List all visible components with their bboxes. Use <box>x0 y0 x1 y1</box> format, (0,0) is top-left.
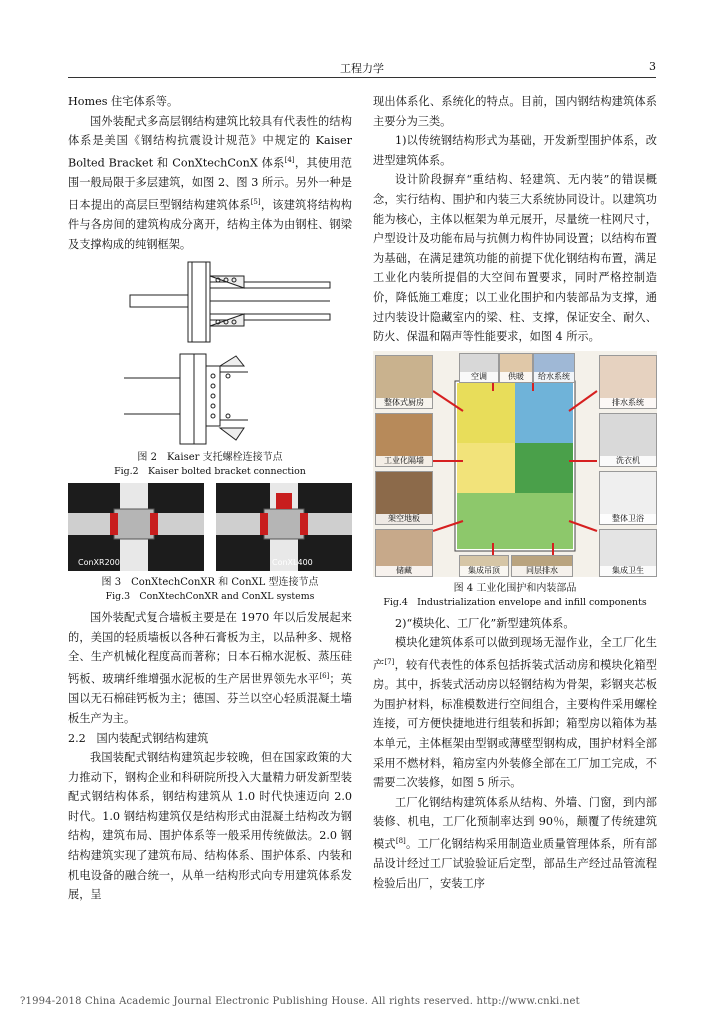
figure-2-caption-cn: 图 2 Kaiser 支托螺栓连接节点 <box>137 452 283 464</box>
section-number: 2.2 <box>68 731 86 745</box>
paragraph: 国外装配式多高层钢结构建筑比较具有代表性的结构体系是美国《钢结构抗震设计规范》中规定的 Kaiser Bolted Bracket 和 ConXtechConX 体系[4]，其使用范围一般局限于多层建筑，如图 2、图 3 所示。另外一种是日本提出的高层巨型钢结构建筑体系[5]，该建筑将结构构件与各房间的建筑构成分离开，结构主体为由钢柱、钢梁及支撑构成的纯钢框架。 <box>68 114 352 251</box>
conxr-render <box>68 483 204 571</box>
tile-raised-floor: 架空地板 <box>375 471 433 525</box>
right-column <box>373 92 657 894</box>
figure-2-caption-en: Fig.2 Kaiser bolted bracket connection <box>114 466 306 478</box>
paragraph: 现出体系化、系统化的特点。目前，国内钢结构建筑体系主要分为三类。 <box>373 95 657 128</box>
tile-heating: 供暖 <box>499 353 533 383</box>
page-number: 3 <box>649 60 656 73</box>
figure-3-caption-cn: 图 3 ConXtechConXR 和 ConXL 型连接节点 <box>101 577 319 589</box>
conxr-panel <box>68 483 204 571</box>
paragraph: 我国装配式钢结构建筑起步较晚，但在国家政策的大力推动下，钢构企业和科研院所投入大量精力研发新型装配式钢结构体系，钢结构建筑从 1.0 时代快速迈向 2.0 时代。1.0 钢结构建筑仅是结构形式由混凝土结构改为钢结构，建筑布局、围护体系等一般采用传统做法。2.0 钢结构建筑实现了建筑布局、结构体系、围护体系、内装和机电设备的融合统一，从单一结构形式向专用建筑体系发展，呈 <box>68 751 352 902</box>
kaiser-bracket-drawing <box>68 258 352 446</box>
tile-ceiling: 集成吊顶 <box>459 555 509 577</box>
tile-bathroom: 整体卫浴 <box>599 471 657 525</box>
journal-title: 工程力学 <box>340 62 384 75</box>
tile-storage: 储藏 <box>375 529 433 577</box>
conxl-label: ConXL400 <box>272 558 313 568</box>
tile-kitchen: 整体式厨房 <box>375 355 433 409</box>
header-rule <box>68 77 656 78</box>
conxl-panel <box>216 483 352 571</box>
page-header <box>68 58 656 76</box>
section-title: 国内装配式钢结构建筑 <box>96 731 209 745</box>
tile-washer: 洗衣机 <box>599 413 657 467</box>
figure-4-caption-en: Fig.4 Industrialization envelope and infill components <box>383 596 647 608</box>
section-heading <box>68 729 352 749</box>
tile-water-supply: 给水系统 <box>533 353 575 383</box>
tile-drainage: 排水系统 <box>599 355 657 409</box>
citation[interactable]: [6] <box>319 672 330 680</box>
tile-partition: 工业化隔墙 <box>375 413 433 467</box>
citation[interactable]: [5] <box>250 197 261 206</box>
left-column <box>68 92 352 905</box>
citation[interactable]: [4] <box>284 155 295 164</box>
paragraph: Homes 住宅体系等。 <box>68 95 179 108</box>
tile-integrated-sanitary: 集成卫生 <box>599 529 657 577</box>
citation[interactable]: [8] <box>395 836 406 845</box>
figure-4-collage <box>373 351 657 577</box>
paragraph: 国外装配式复合墙板主要是在 1970 年以后发展起来的，美国的轻质墙板以各种石膏板为主，以品种多、规格全、生产机械化程度高而著称；日本石棉水泥板、蒸压硅钙板、玻璃纤维增强水泥板的生产居世界领先水平[6]；英国以无石棉硅钙板为主；德国、芬兰以空心轻质混凝土墙板生产为主。 <box>68 611 352 725</box>
tile-aircon: 空调 <box>459 353 499 383</box>
citation[interactable]: [7] <box>384 657 395 666</box>
figure-2-drawing <box>68 258 352 446</box>
paragraph: 设计阶段摒弃“重结构、轻建筑、无内装”的错误概念，实行结构、围护和内装三大系统协同设计。以建筑功能为核心，主体以框架为单元展开，尽量统一柱网尺寸，户型设计及功能布局与抗侧力构件协同设置；以结构布置为基础，在满足建筑功能的前提下优化钢结构布置，满足工业化内装所提倡的大空间布置要求，同时严格控制造价，降低施工难度；以工业化围护和内装部品为支撑，通过内装设计隐藏室内的梁、柱、支撑，保证安全、耐久、防火、保温和隔声等性能要求，如图 4 所示。 <box>373 173 657 344</box>
figure-4-caption-cn: 图 4 工业化围护和内装部品 <box>453 582 577 594</box>
figure-3-images <box>68 483 352 571</box>
paragraph: 1)以传统钢结构形式为基础，开发新型围护体系，改进型建筑体系。 <box>373 134 657 167</box>
paragraph: 工厂化钢结构建筑体系从结构、外墙、门窗，到内部装修、机电，工厂化预制率达到 90％，颠覆了传统建筑模式[8]。工厂化钢结构采用制造业质量管理体系，所有部品设计经过工厂试验验证后定型，部品生产经过品管流程检验后出厂，安装工序 <box>373 795 657 890</box>
copyright-footer: ?1994-2018 China Academic Journal Electronic Publishing House. All rights reserved. http://www.cnki.net <box>20 996 580 1007</box>
tile-same-floor-drain: 同层排水 <box>511 555 573 577</box>
figure-3-caption-en: Fig.3 ConXtechConXR and ConXL systems <box>105 591 315 603</box>
paragraph: 2)“模块化、工厂化”新型建筑体系。 <box>395 616 575 630</box>
paragraph: 模块化建筑体系可以做到现场无湿作业，全工厂化生产[7]，较有代表性的体系包括拆装式活动房和模块化箱型房。其中，拆装式活动房以轻钢结构为骨架，彩钢夹芯板为围护材料，标准模数进行空间组合，主要构件采用螺栓连接，可方便快捷地进行组装和拆卸；箱型房以箱体为基本单元，主体框架由型钢或薄壁型钢构成，围护材料全部采用不燃材料，箱房室内外装修全部在工厂加工完成，不需要二次装修，如图 5 所示。 <box>373 636 657 790</box>
conxr-label: ConXR200 <box>78 558 120 568</box>
conxl-render <box>216 483 352 571</box>
